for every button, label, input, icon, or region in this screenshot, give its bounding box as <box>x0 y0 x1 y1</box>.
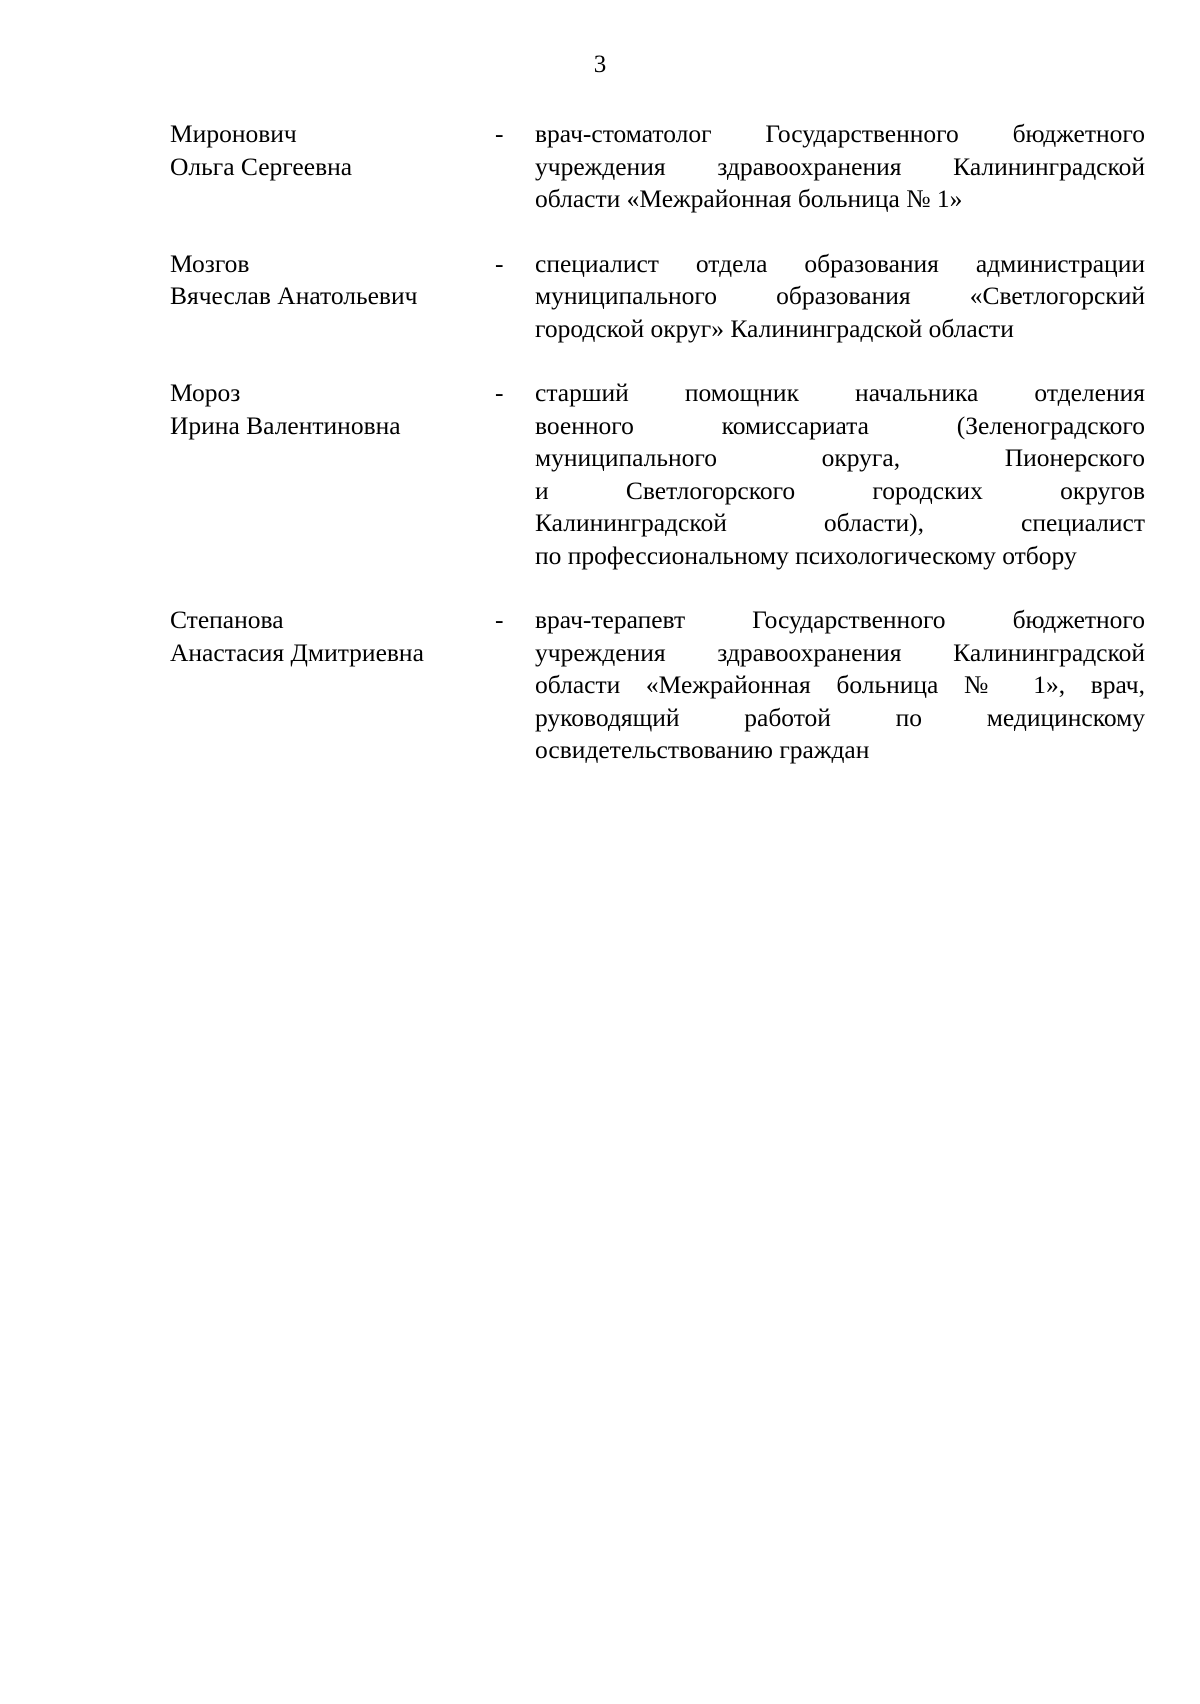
position-line: муниципального образования «Светлогорский <box>535 281 1145 310</box>
member-surname: Степанова <box>170 605 284 634</box>
position-line: учреждения здравоохранения Калининградской <box>535 637 1145 667</box>
member-given-name: Ирина Валентиновна <box>170 410 401 440</box>
member-entry <box>170 248 1145 346</box>
separator-dash: - <box>495 378 504 407</box>
member-position <box>535 377 1145 572</box>
member-entry <box>170 377 1145 572</box>
position-line: и Светлогорского городских округов <box>535 475 1145 505</box>
position-line: учреждения здравоохранения Калининградской <box>535 151 1145 181</box>
position-line: старший помощник начальника отделения <box>535 378 1145 407</box>
position-line: специалист отдела образования администрации <box>535 248 1145 278</box>
member-surname: Мозгов <box>170 248 250 278</box>
member-list <box>170 118 1145 767</box>
separator-dash: - <box>495 605 504 634</box>
member-position <box>535 604 1145 767</box>
member-name <box>170 377 495 442</box>
member-surname: Мороз <box>170 378 241 407</box>
page-number: 3 <box>593 51 607 78</box>
position-line: области «Межрайонная больница № 1» <box>535 184 963 213</box>
member-name <box>170 604 495 669</box>
position-line: области «Межрайонная больница № 1», врач, <box>535 670 1145 699</box>
member-entry <box>170 604 1145 767</box>
member-name <box>170 248 495 313</box>
position-line: руководящий работой по медицинскому <box>535 702 1145 732</box>
member-entry <box>170 118 1145 216</box>
separator-dash: - <box>495 119 504 148</box>
position-line: по профессиональному психологическому отбору <box>535 540 1077 570</box>
separator-dash: - <box>495 248 504 278</box>
position-line: освидетельствованию граждан <box>535 735 870 764</box>
position-line: врач-терапевт Государственного бюджетного <box>535 605 1145 634</box>
member-surname: Миронович <box>170 119 297 148</box>
position-line: городской округ» Калининградской области <box>535 313 1014 343</box>
position-line: врач-стоматолог Государственного бюджетного <box>535 119 1145 148</box>
member-position <box>535 118 1145 216</box>
position-line: военного комиссариата (Зеленоградского <box>535 410 1145 440</box>
member-given-name: Ольга Сергеевна <box>170 151 353 181</box>
member-name <box>170 118 495 183</box>
member-position <box>535 248 1145 346</box>
position-line: Калининградской области), специалист <box>535 508 1145 537</box>
member-given-name: Вячеслав Анатольевич <box>170 281 418 310</box>
position-line: муниципального округа, Пионерского <box>535 443 1145 472</box>
member-given-name: Анастасия Дмитриевна <box>170 637 424 667</box>
